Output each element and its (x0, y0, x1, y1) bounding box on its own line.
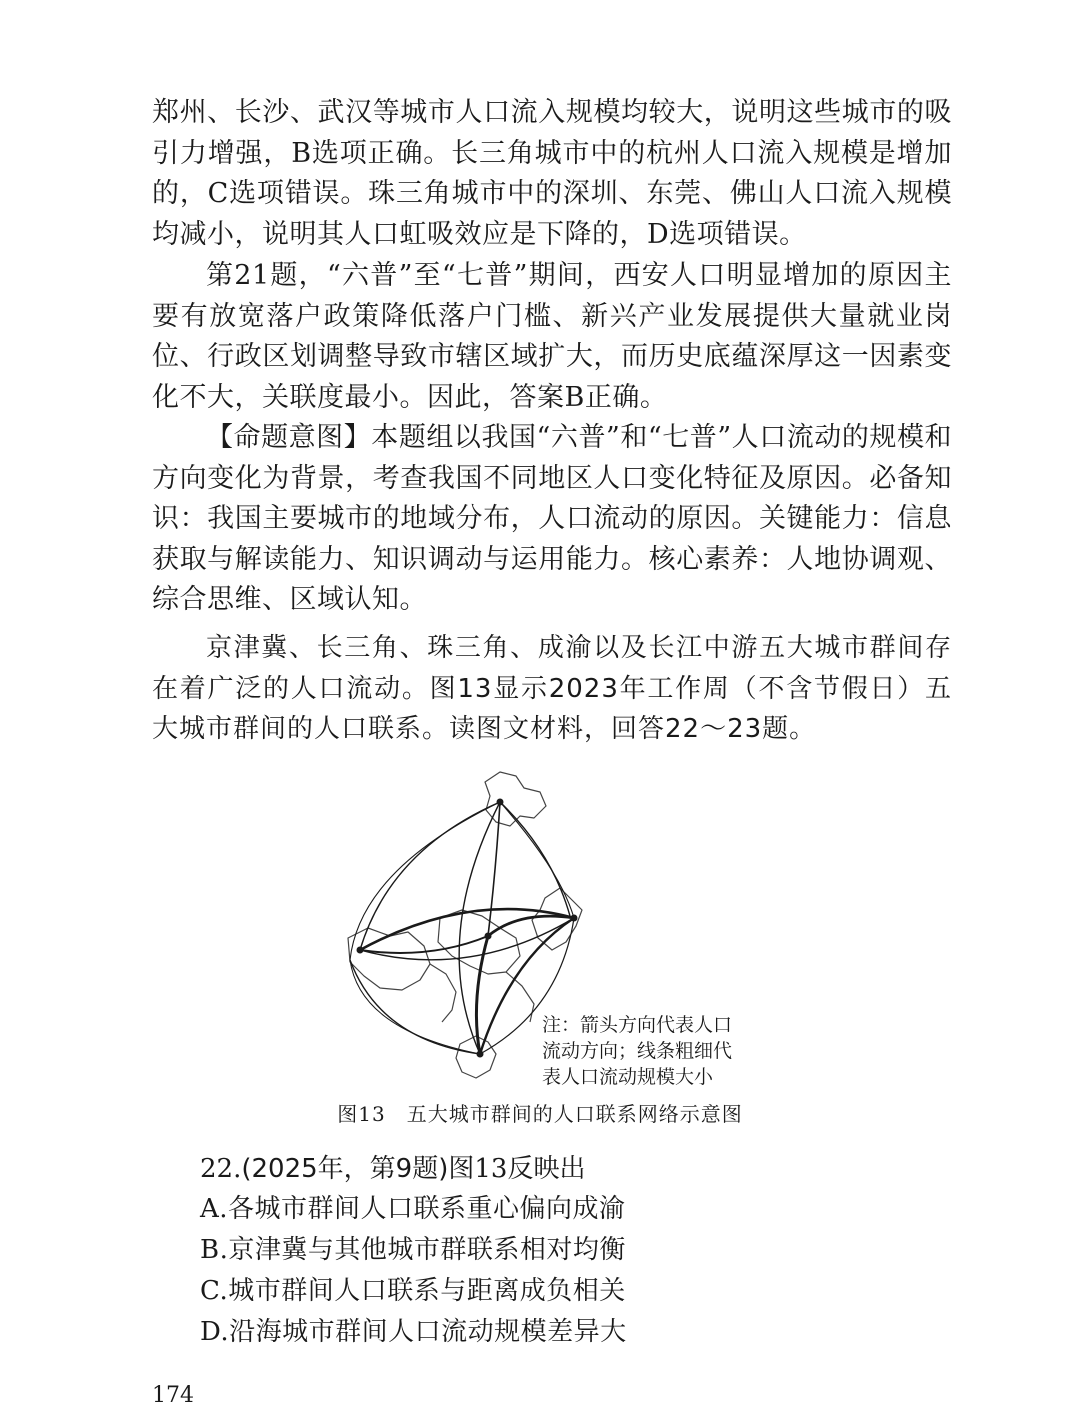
flow-jjj-outer-left (350, 802, 500, 960)
option-a: A.各城市群间人口联系重心偏向成渝 (200, 1194, 626, 1224)
question-22-title (200, 1148, 585, 1185)
outline-inner-a (430, 964, 456, 1022)
node-yangtze-middle (485, 933, 492, 940)
figure-13 (320, 760, 780, 1100)
flow-lines (350, 802, 574, 1054)
paragraph-material-intro: 京津冀、长三角、珠三角、成渝以及长江中游五大城市群间存在着广泛的人口流动。图13显示2023年工作周（不含节假日）五大城市群间的人口联系。读图文材料，回答22～23题。 (152, 633, 952, 744)
option-c: C.城市群间人口联系与距离成负相关 (200, 1276, 626, 1306)
question-number: 22. (200, 1154, 242, 1184)
flow-jjj-cy (360, 802, 500, 950)
figure-note (542, 1012, 782, 1090)
paragraph-answer-analysis-20: 郑州、长沙、武汉等城市人口流入规模均较大，说明这些城市的吸引力增强，B选项正确。长三角城市中的杭州人口流入规模是增加的，C选项错误。珠三角城市中的深圳、东莞、佛山人口流入规模均减小，说明其人口虹吸效应是下降的，D选项错误。 (152, 97, 952, 250)
node-yangtze-delta (571, 915, 578, 922)
flow-jjj-outer-right (500, 802, 574, 918)
outline-pearl-delta (456, 1036, 496, 1078)
node-pearl-delta (477, 1051, 484, 1058)
figure-caption: 图13 五大城市群间的人口联系网络示意图 (337, 1102, 743, 1126)
option-b: B.京津冀与其他城市群联系相对均衡 (200, 1235, 626, 1265)
node-jingjinji (497, 799, 504, 806)
figure-note-line: 表人口流动规模大小 (542, 1066, 714, 1088)
figure-note-line: 流动方向；线条粗细代 (542, 1040, 733, 1062)
outline-yangtze-middle (438, 910, 520, 974)
question-stem: 图13反映出 (448, 1154, 586, 1184)
question-source: (2025年，第9题) (241, 1154, 449, 1184)
flow-cy-cjzy (360, 936, 488, 953)
paragraph-answer-analysis-21: 第21题，“六普”至“七普”期间，西安人口明显增加的原因主要有放宽落户政策降低落户门槛、新兴产业发展提供大量就业岗位、行政区划调整导致市辖区域扩大，而历史底蕴深厚这一因素变化不大，关联度最小。因此，答案B正确。 (152, 260, 952, 413)
paragraph-design-intent: 【命题意图】本题组以我国“六普”和“七普”人口流动的规模和方向变化为背景，考查我国不同地区人口变化特征及原因。必备知识：我国主要城市的地域分布，人口流动的原因。关键能力：信息获取与解读能力、知识调动与运用能力。核心素养：人地协调观、综合思维、区域认知。 (152, 422, 952, 615)
flow-jjj-csj (500, 802, 570, 916)
page-number: 174 (152, 1383, 194, 1408)
option-d: D.沿海城市群间人口流动规模差异大 (200, 1317, 627, 1347)
figure-note-line: 注：箭头方向代表人口 (542, 1014, 733, 1036)
node-chengyu (357, 947, 364, 954)
